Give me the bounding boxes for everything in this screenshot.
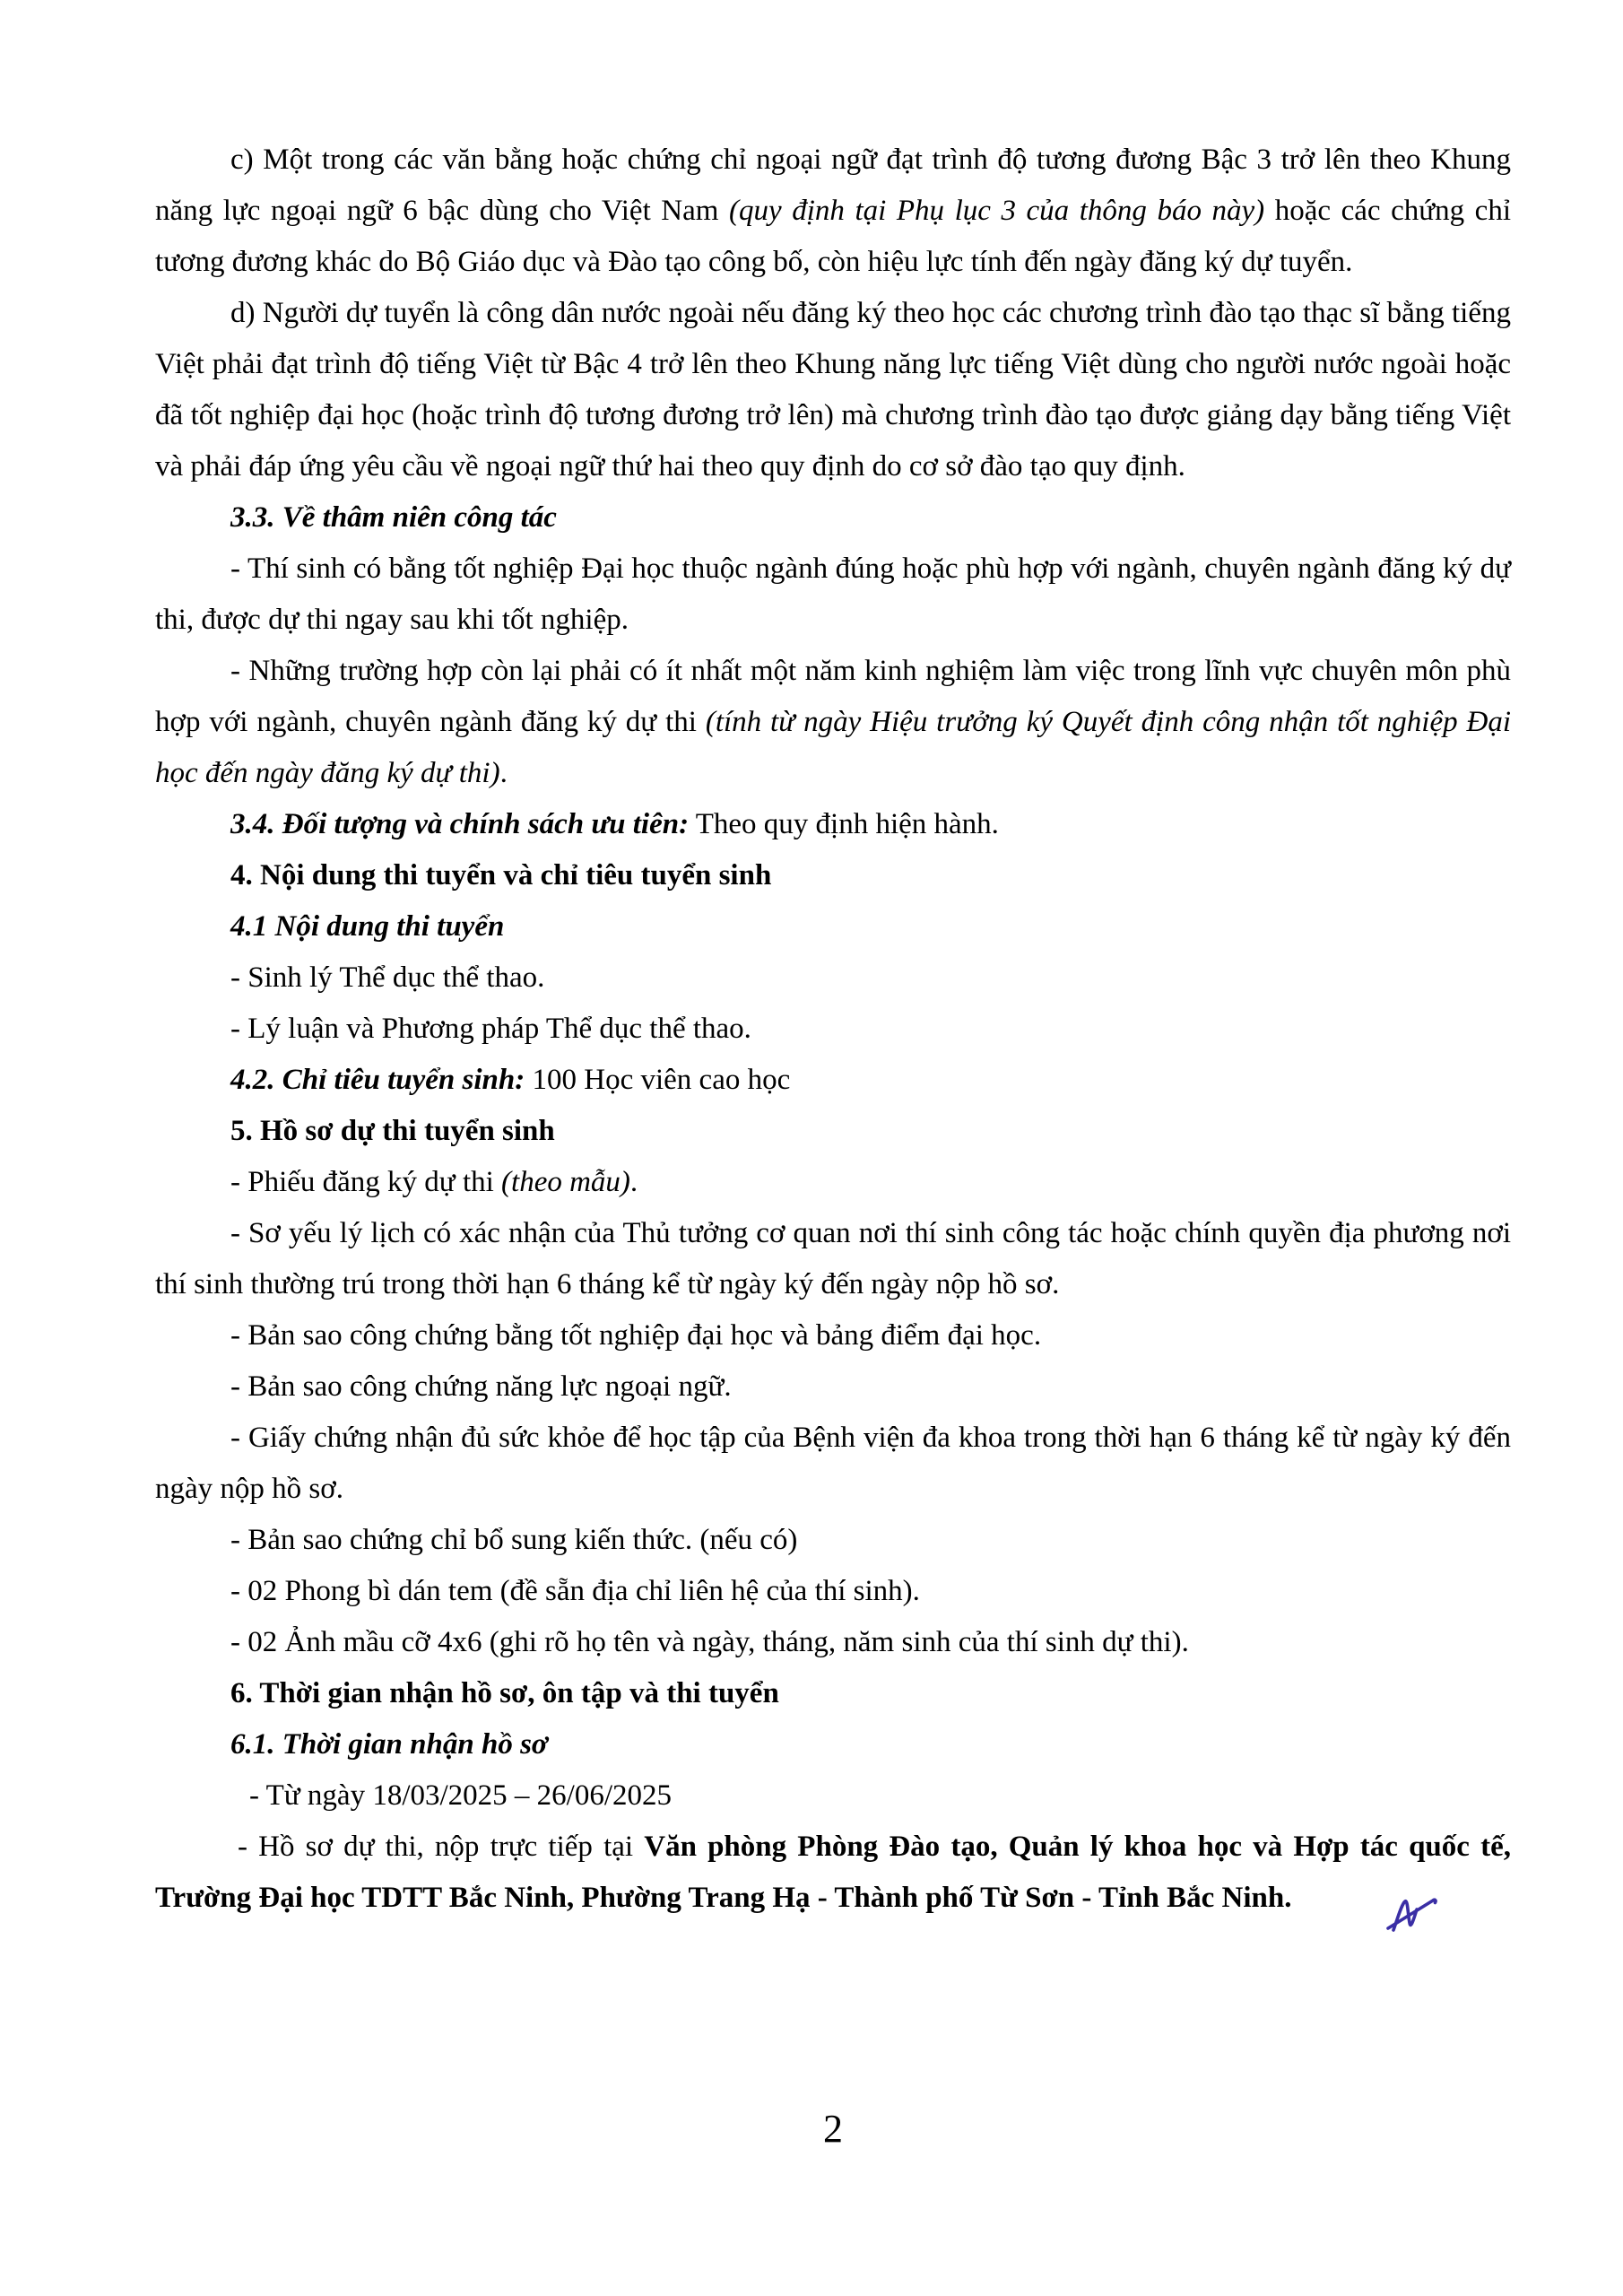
text-run: hoặc các chứng chỉ tương đương khác do Bộ Giáo dục và Đào tạo công bố, còn hiệu lực tính đến ngày đăng ký dự tuyển. (155, 195, 1511, 278)
text-run: - 02 Phong bì dán tem (đề sẵn địa chỉ liên hệ của thí sinh). (230, 1575, 920, 1607)
item-sports-physiology (155, 952, 1511, 1004)
text-run: - Sinh lý Thể dục thể thao. (230, 961, 545, 994)
item-notarized-language-copy (155, 1361, 1511, 1413)
item-supplementary-certificate (155, 1515, 1511, 1566)
heading-3-3-seniority (155, 492, 1511, 544)
heading-text: 6.1. Thời gian nhận hồ sơ (230, 1728, 548, 1761)
heading-4-2-admission-quota (155, 1055, 1511, 1106)
text-run: c) Một trong các văn bằng hoặc chứng chỉ ngoại ngữ đạt trình độ tương đương Bậc 3 trở lên theo Khung năng lực ngoại ngữ 6 bậc dùng cho Việt Nam (155, 144, 1511, 227)
handwritten-initial-signature (1303, 1894, 1358, 1934)
text-run: d) Người dự tuyển là công dân nước ngoài nếu đăng ký theo học các chương trình đào tạo thạc sĩ bằng tiếng Việt phải đạt trình độ tiếng Việt từ Bậc 4 trở lên theo Khung năng lực tiếng Việt dùng cho người nước ngoài hoặc đã tốt nghiệp đại học (hoặc trình độ tương đương trở lên) mà chương trình đào tạo được giảng dạy bằng tiếng Việt và phải đáp ứng yêu cầu về ngoại ngữ thứ hai theo quy định do cơ sở đào tạo quy định. (155, 297, 1511, 483)
item-theory-methodology (155, 1004, 1511, 1055)
item-graduates-right-major (155, 544, 1511, 646)
heading-text: 3.4. Đối tượng và chính sách ưu tiên: (230, 808, 690, 840)
item-date-range (155, 1770, 1511, 1822)
text-run: - Những trường hợp còn lại phải có ít nhất một năm kinh nghiệm làm việc trong lĩnh vực chuyên môn phù hợp với ngành, chuyên ngành đăng ký dự thi (155, 655, 1511, 738)
heading-4-1-exam-content (155, 901, 1511, 952)
text-run: . (499, 757, 508, 789)
item-health-certificate (155, 1413, 1511, 1515)
text-run-italic: (quy định tại Phụ lục 3 của thông báo này) (729, 195, 1265, 227)
item-submission-location (155, 1822, 1511, 1934)
paragraph-d-foreign-applicants (155, 288, 1511, 492)
item-registration-form (155, 1157, 1511, 1208)
heading-6-schedule (155, 1668, 1511, 1719)
text-run: - Lý luận và Phương pháp Thể dục thể thao. (230, 1013, 751, 1045)
heading-6-1-dossier-period (155, 1719, 1511, 1770)
text-run: - Giấy chứng nhận đủ sức khỏe để học tập của Bệnh viện đa khoa trong thời hạn 6 tháng kể từ ngày ký đến ngày nộp hồ sơ. (155, 1422, 1511, 1505)
text-run: 100 Học viên cao học (525, 1064, 791, 1096)
text-run: - 02 Ảnh mầu cỡ 4x6 (ghi rõ họ tên và ngày, tháng, năm sinh của thí sinh dự thi). (230, 1626, 1189, 1658)
heading-3-4-priority-policy (155, 799, 1511, 850)
text-run: - Bản sao chứng chỉ bổ sung kiến thức. (nếu có) (230, 1524, 798, 1556)
text-run: . (629, 1166, 638, 1198)
heading-text: 5. Hồ sơ dự thi tuyển sinh (230, 1115, 555, 1147)
text-run: - Bản sao công chứng năng lực ngoại ngữ. (230, 1370, 732, 1403)
heading-text: 6. Thời gian nhận hồ sơ, ôn tập và thi tuyển (230, 1677, 779, 1709)
text-run: - Phiếu đăng ký dự thi (230, 1166, 502, 1198)
text-run-bold: Văn phòng Phòng Đào tạo, Quản lý khoa học và Hợp tác quốc tế, Trường Đại học TDTT Bắc Ninh, Phường Trang Hạ - Thành phố Từ Sơn - Tỉnh Bắc Ninh. (155, 1831, 1511, 1914)
heading-text: 3.3. Về thâm niên công tác (230, 501, 557, 534)
item-stamped-envelopes (155, 1566, 1511, 1617)
text-run: - Thí sinh có bằng tốt nghiệp Đại học thuộc ngành đúng hoặc phù hợp với ngành, chuyên ngành đăng ký dự thi, được dự thi ngay sau khi tốt nghiệp. (155, 552, 1511, 636)
item-curriculum-vitae (155, 1208, 1511, 1310)
text-run: - Từ ngày 18/03/2025 – 26/06/2025 (249, 1779, 673, 1812)
paragraph-c-foreign-language-certificates (155, 135, 1511, 288)
item-other-cases-experience (155, 646, 1511, 799)
heading-text: 4.1 Nội dung thi tuyển (230, 910, 505, 943)
text-run: - Bản sao công chứng bằng tốt nghiệp đại học và bảng điểm đại học. (230, 1319, 1042, 1352)
item-notarized-degree-copy (155, 1310, 1511, 1361)
heading-5-application-dossier (155, 1106, 1511, 1157)
heading-text: 4. Nội dung thi tuyển và chỉ tiêu tuyển sinh (230, 859, 772, 891)
text-run: Theo quy định hiện hành. (689, 808, 999, 840)
page-number: 2 (823, 2107, 843, 2151)
text-run-italic: (tính từ ngày Hiệu trưởng ký Quyết định công nhận tốt nghiệp Đại học đến ngày đăng ký dự thi) (155, 706, 1512, 789)
text-run-italic: (theo mẫu) (501, 1166, 630, 1198)
text-run: - Sơ yếu lý lịch có xác nhận của Thủ tưởng cơ quan nơi thí sinh công tác hoặc chính quyền địa phương nơi thí sinh thường trú trong thời hạn 6 tháng kể từ ngày ký đến ngày nộp hồ sơ. (155, 1217, 1511, 1300)
heading-4-exam-content-quota (155, 850, 1511, 901)
item-photos-4x6 (155, 1617, 1511, 1668)
heading-text: 4.2. Chỉ tiêu tuyển sinh: (230, 1064, 525, 1096)
text-run: - Hồ sơ dự thi, nộp trực tiếp tại (238, 1831, 645, 1863)
